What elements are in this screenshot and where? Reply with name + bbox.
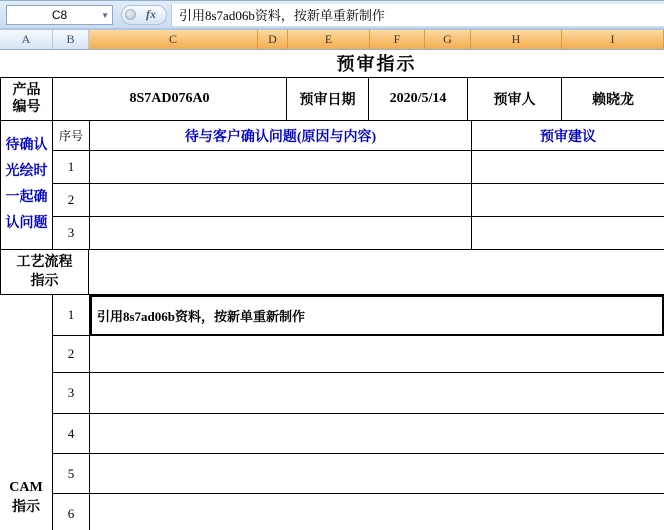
cam-row-number[interactable]: 1 <box>53 295 90 336</box>
cam-row-number[interactable]: 5 <box>53 454 90 494</box>
confirm-row-advice[interactable] <box>472 217 664 250</box>
confirm-row-question[interactable] <box>90 217 472 250</box>
review-date-label-cell[interactable]: 预审日期 <box>287 77 369 121</box>
cam-row-number[interactable]: 6 <box>53 494 90 530</box>
product-number-label: 产品编号 <box>12 83 41 115</box>
confirm-section-side-label-cell[interactable] <box>0 121 53 250</box>
confirm-row-question[interactable] <box>90 151 472 184</box>
cam-row-number[interactable]: 3 <box>53 373 90 414</box>
cam-section-label-cell[interactable] <box>0 295 53 530</box>
confirm-row-number[interactable]: 3 <box>53 217 90 250</box>
cam-section-label: CAM指示 <box>9 480 43 515</box>
confirm-row-advice[interactable] <box>472 184 664 217</box>
confirm-row-number[interactable]: 2 <box>53 184 90 217</box>
seq-header-cell[interactable]: 序号 <box>53 121 90 151</box>
reviewer-label-cell[interactable]: 预审人 <box>468 77 562 121</box>
product-number-label-cell[interactable] <box>0 77 53 121</box>
formula-bar <box>0 0 664 28</box>
process-section-label-cell[interactable] <box>0 250 89 295</box>
active-cell-reference: C8 <box>51 7 68 22</box>
cam-row-content[interactable] <box>90 373 664 414</box>
cam-row-content[interactable] <box>90 336 664 373</box>
formula-input[interactable] <box>171 4 664 26</box>
question-header-cell[interactable]: 待与客户确认问题(原因与内容) <box>90 121 472 151</box>
page-title[interactable]: 预审指示 <box>336 54 417 74</box>
column-header-a[interactable]: A <box>0 30 53 49</box>
column-header-b[interactable]: B <box>53 30 89 49</box>
process-content-cell[interactable] <box>89 250 664 295</box>
formula-text: 引用8s7ad06b资料，按新单重新制作 <box>179 8 385 23</box>
cam-row-content[interactable] <box>90 454 664 494</box>
column-header-c[interactable]: C <box>89 30 258 49</box>
name-box[interactable] <box>6 5 113 25</box>
column-header-i[interactable]: I <box>562 30 664 49</box>
worksheet <box>0 50 664 530</box>
confirm-row-number[interactable]: 1 <box>53 151 90 184</box>
column-header-g[interactable]: G <box>425 30 471 49</box>
review-date-value-cell[interactable]: 2020/5/14 <box>369 77 468 121</box>
column-header-e[interactable]: E <box>288 30 370 49</box>
column-header-d[interactable]: D <box>258 30 288 49</box>
column-header-h[interactable]: H <box>471 30 562 49</box>
cam-row-number[interactable]: 2 <box>53 336 90 373</box>
cam-row-content[interactable] <box>90 414 664 454</box>
fx-icon: fx <box>146 7 156 21</box>
cam-row-number[interactable]: 4 <box>53 414 90 454</box>
process-section-label: 工艺流程指示 <box>16 255 73 289</box>
cam-row-content[interactable] <box>90 494 664 530</box>
confirm-row-advice[interactable] <box>472 151 664 184</box>
confirm-section-side-label: 待确认光绘时一起确认问题 <box>5 138 48 231</box>
column-header-f[interactable]: F <box>370 30 425 49</box>
confirm-row-question[interactable] <box>90 184 472 217</box>
insert-function-button[interactable] <box>121 5 167 25</box>
formula-bar-handle-icon <box>125 9 136 20</box>
column-headers <box>0 30 664 50</box>
chevron-down-icon[interactable]: ▼ <box>101 10 109 20</box>
cam-row-content-selected-cell[interactable]: 引用8s7ad06b资料，按新单重新制作 <box>90 295 664 336</box>
reviewer-value-cell[interactable]: 赖晓龙 <box>562 77 664 121</box>
product-number-value-cell[interactable]: 8S7AD076A0 <box>53 77 287 121</box>
advice-header-cell[interactable]: 预审建议 <box>472 121 664 151</box>
